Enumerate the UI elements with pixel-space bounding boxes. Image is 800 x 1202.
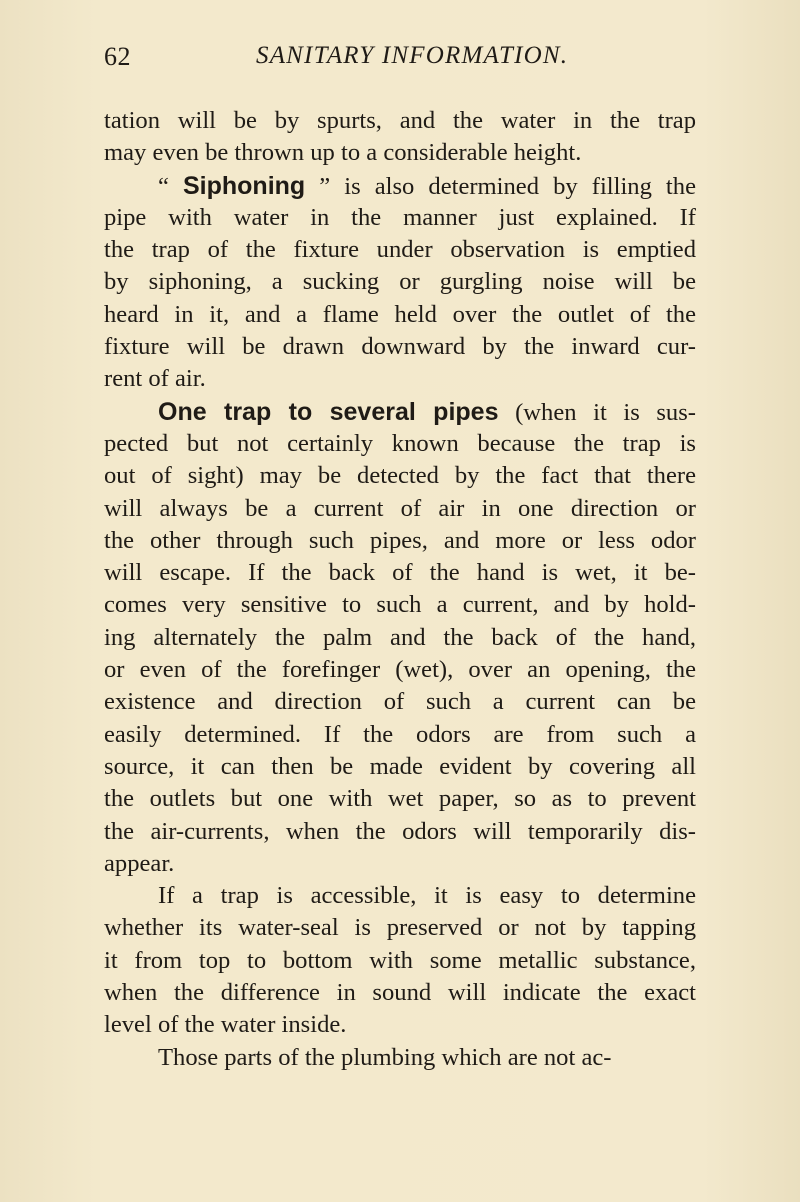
text-line: rent of air. (104, 365, 206, 393)
body-text (104, 105, 696, 1074)
text-line: the air-currents, when the odors will temporarily dis- (104, 817, 696, 845)
text-line: heard in it, and a flame held over the outlet of the (104, 300, 696, 328)
text-line: source, it can then be made evident by covering all (104, 752, 696, 780)
text-line: If a trap is accessible, it is easy to determine (158, 882, 696, 910)
text-line: the other through such pipes, and more or less odor (104, 526, 696, 554)
text-line: it from top to bottom with some metallic substance, (104, 946, 696, 974)
paragraph (104, 396, 696, 880)
text-line: or even of the forefinger (wet), over an opening, the (104, 656, 696, 684)
text-line: existence and direction of such a current can be (104, 688, 696, 716)
paragraph (104, 170, 696, 396)
page-header (104, 42, 664, 78)
text-line: will always be a current of air in one direction or (104, 494, 696, 522)
text-line: pipe with water in the manner just explained. If (104, 203, 696, 231)
text-line: whether its water-seal is preserved or not by tapping (104, 914, 696, 942)
text-line: appear. (104, 849, 175, 877)
text-line: may even be thrown up to a considerable height. (104, 139, 582, 167)
text-line: the trap of the fixture under observation is emptied (104, 236, 696, 264)
running-title: SANITARY INFORMATION. (256, 42, 569, 69)
text-line: will escape. If the back of the hand is wet, it be- (104, 559, 696, 587)
text-line: pected but not certainly known because the trap is (104, 429, 696, 457)
paragraph (104, 1042, 696, 1074)
text-line: Those parts of the plumbing which are not ac- (158, 1043, 612, 1071)
text-line: easily determined. If the odors are from such a (104, 720, 696, 748)
paragraph (104, 105, 696, 170)
text-line: ing alternately the palm and the back of the hand, (104, 623, 696, 651)
paragraph (104, 880, 696, 1041)
text-line: comes very sensitive to such a current, and by hold- (104, 591, 696, 619)
page-number: 62 (104, 42, 131, 71)
text-line: tation will be by spurts, and the water in the trap (104, 107, 696, 134)
text-line: fixture will be drawn downward by the inward cur- (104, 333, 696, 361)
run-in-heading: One trap to several pipes (158, 397, 499, 426)
text-line: by siphoning, a sucking or gurgling noise will be (104, 268, 696, 296)
text-line: when the difference in sound will indicate the exact (104, 979, 696, 1007)
text-line: One trap to several pipes (when it is sus- (158, 397, 696, 426)
run-in-heading: Siphoning (182, 171, 306, 200)
text-line: out of sight) may be detected by the fact that there (104, 462, 696, 490)
text-line: the outlets but one with wet paper, so as to prevent (104, 785, 696, 813)
text-line: level of the water inside. (104, 1011, 347, 1039)
text-line: “ Siphoning ” is also determined by filling the (158, 171, 696, 200)
